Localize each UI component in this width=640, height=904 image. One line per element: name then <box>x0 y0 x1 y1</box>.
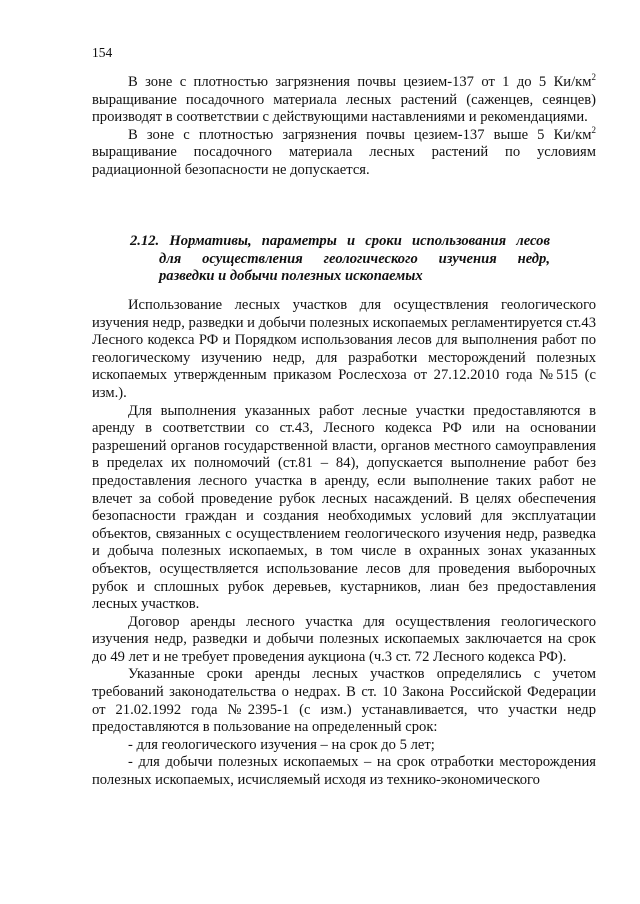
paragraph-contamination-above-5 <box>92 124 596 180</box>
superscript-exponent: 2 <box>591 72 596 82</box>
paragraph-text: выращивание посадочного материала лесных растений (саженцев, сеянцев) производят в соответствии с действующими наставлениями и рекомендациями. <box>92 91 596 126</box>
heading-line: 2.12. Нормативы, параметры и сроки использования лесов <box>130 233 550 249</box>
page-number: 154 <box>92 45 113 60</box>
paragraph-regulation: Использование лесных участков для осуществления геологического изучения недр, разведки и добычи полезных ископаемых регламентируется ст.43 Лесного кодекса РФ и Порядком использования лесов для выполнения работ по геологическому изучению недр, для разработки месторождений полезных ископаемых утвержденным приказом Рослесхоза от 27.12.2010 года №515 (с изм.). <box>92 297 596 401</box>
heading-line: разведки и добычи полезных ископаемых <box>159 268 423 285</box>
section-body <box>92 297 596 790</box>
paragraph-text: В зоне с плотностью загрязнения почвы цезием-137 от 1 до 5 Ки/км <box>128 74 592 90</box>
heading-line: для осуществления геологического изучения недр, <box>159 250 550 267</box>
paragraph-lease-term: Договор аренды лесного участка для осуществления геологического изучения недр, разведки и добычи полезных ископаемых заключается на срок до 49 лет и не требует проведения аукциона (ч.3 ст. 72 Лесного кодекса РФ). <box>92 613 596 665</box>
paragraph-lease-conditions: Для выполнения указанных работ лесные участки предоставляются в аренду в соответствии со ст.43, Лесного кодекса РФ или на основании разрешений органов государственной власти, органов местного самоуправления в пределах их полномочий (ст.81 – 84), допускается выполнение работ без предоставления лесного участка в аренду, если выполнение таких работ не влечет за собой проведение рубок лесных насаждений. В целях обеспечения безопасности граждан и создания необходимых условий для эксплуатации объектов, связанных с осуществлением геологического изучения недр, разведка и добыча полезных ископаемых, в том числе в охранных зонах указанных объектов, осуществляется использование лесов для проведения выборочных рубок и сплошных рубок деревьев, кустарников, лиан без предоставления лесных участков. <box>92 402 596 613</box>
section-heading <box>92 233 596 286</box>
paragraph-contamination-1-to-5 <box>92 74 596 127</box>
list-item-geological-study: - для геологического изучения – на срок до 5 лет; <box>128 736 435 753</box>
list-item-mining: - для добычи полезных ископаемых – на срок отработки месторождения полезных ископаемых, исчисляемый исходя из технико-экономического <box>92 754 596 789</box>
superscript-exponent: 2 <box>591 124 596 135</box>
intro-text-block <box>92 74 596 180</box>
paragraph-text: выращивание посадочного материала лесных растений по условиям радиационной безопасности не допускается. <box>92 144 596 178</box>
paragraph-subsoil-law: Указанные сроки аренды лесных участков определялись с учетом требований законодательства о недрах. В ст. 10 Закона Российской Федерации от 21.02.1992 года №2395-1 (с изм.) устанавливается, что участки недр предоставляются в пользование на определенный срок: <box>92 666 596 736</box>
paragraph-text: В зоне с плотностью загрязнения почвы цезием-137 выше 5 Ки/км <box>128 126 592 143</box>
